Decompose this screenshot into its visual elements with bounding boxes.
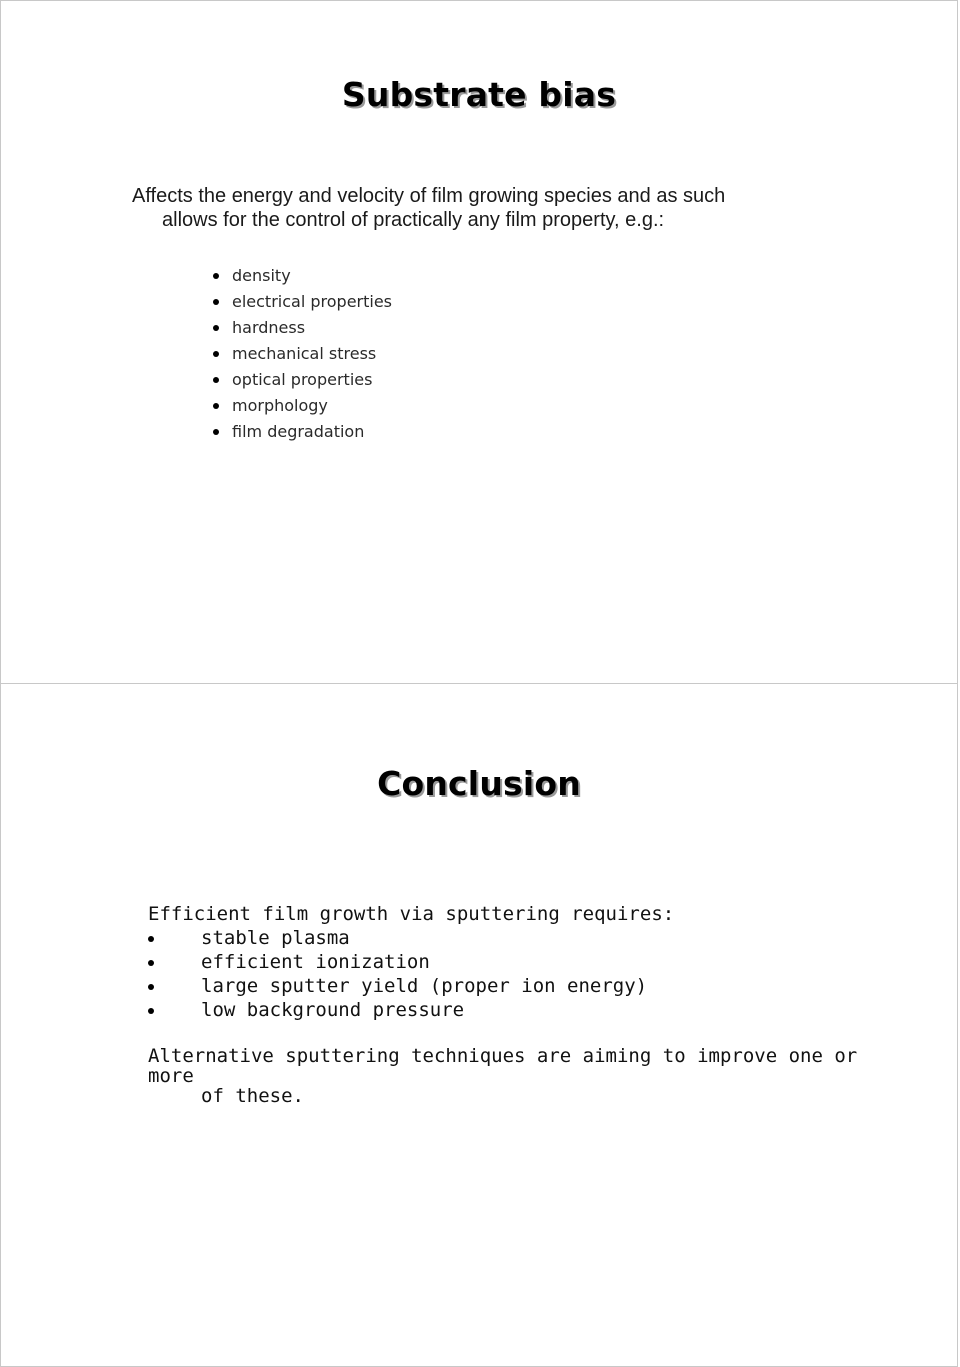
list-item-label: low background pressure (201, 999, 465, 1021)
list-item (148, 974, 888, 998)
list-item-label: mechanical stress (232, 344, 377, 363)
bullet-icon (213, 377, 219, 383)
list-item (211, 419, 392, 445)
bullet-icon (213, 351, 219, 357)
list-item (211, 263, 392, 289)
slide-title: Substrate bias (341, 75, 617, 114)
list-item-label: density (232, 266, 291, 285)
list-item (211, 315, 392, 341)
bullet-icon (148, 960, 154, 966)
bullet-icon (148, 1008, 154, 1014)
bullet-icon (148, 936, 154, 942)
list-item (148, 926, 888, 950)
list-item (211, 341, 392, 367)
bullet-icon (213, 325, 219, 331)
alt-line-2: of these. (201, 1085, 304, 1107)
bullet-icon (213, 299, 219, 305)
lead-text: Efficient film growth via sputtering requires: (148, 903, 675, 925)
list-item-label: hardness (232, 318, 306, 337)
slide-title: Conclusion (377, 764, 581, 803)
intro-paragraph (132, 184, 852, 232)
list-item-label: stable plasma (201, 927, 350, 949)
bullet-icon (213, 273, 219, 279)
list-item (211, 289, 392, 315)
slide-substrate-bias (0, 0, 958, 684)
requirements-list (148, 926, 888, 1022)
bullet-icon (148, 984, 154, 990)
list-item-label: electrical properties (232, 292, 393, 311)
list-item (211, 367, 392, 393)
list-item (148, 998, 888, 1022)
intro-line-1: Affects the energy and velocity of film growing species and as such (132, 185, 726, 207)
list-item (148, 950, 888, 974)
list-item-label: optical properties (232, 370, 373, 389)
bullet-icon (213, 403, 219, 409)
list-item-label: film degradation (232, 422, 365, 441)
conclusion-body (148, 902, 888, 1106)
list-item-label: efficient ionization (201, 951, 430, 973)
list-item-label: large sputter yield (proper ion energy) (201, 975, 648, 997)
property-list (211, 263, 392, 445)
bullet-icon (213, 429, 219, 435)
intro-line-2: allows for the control of practically any film property, e.g.: (162, 209, 665, 231)
alternative-note (148, 1046, 888, 1106)
slide-conclusion (0, 683, 958, 1367)
alt-line-1: Alternative sputtering techniques are aiming to improve one or more (148, 1045, 858, 1087)
list-item (211, 393, 392, 419)
list-item-label: morphology (232, 396, 328, 415)
